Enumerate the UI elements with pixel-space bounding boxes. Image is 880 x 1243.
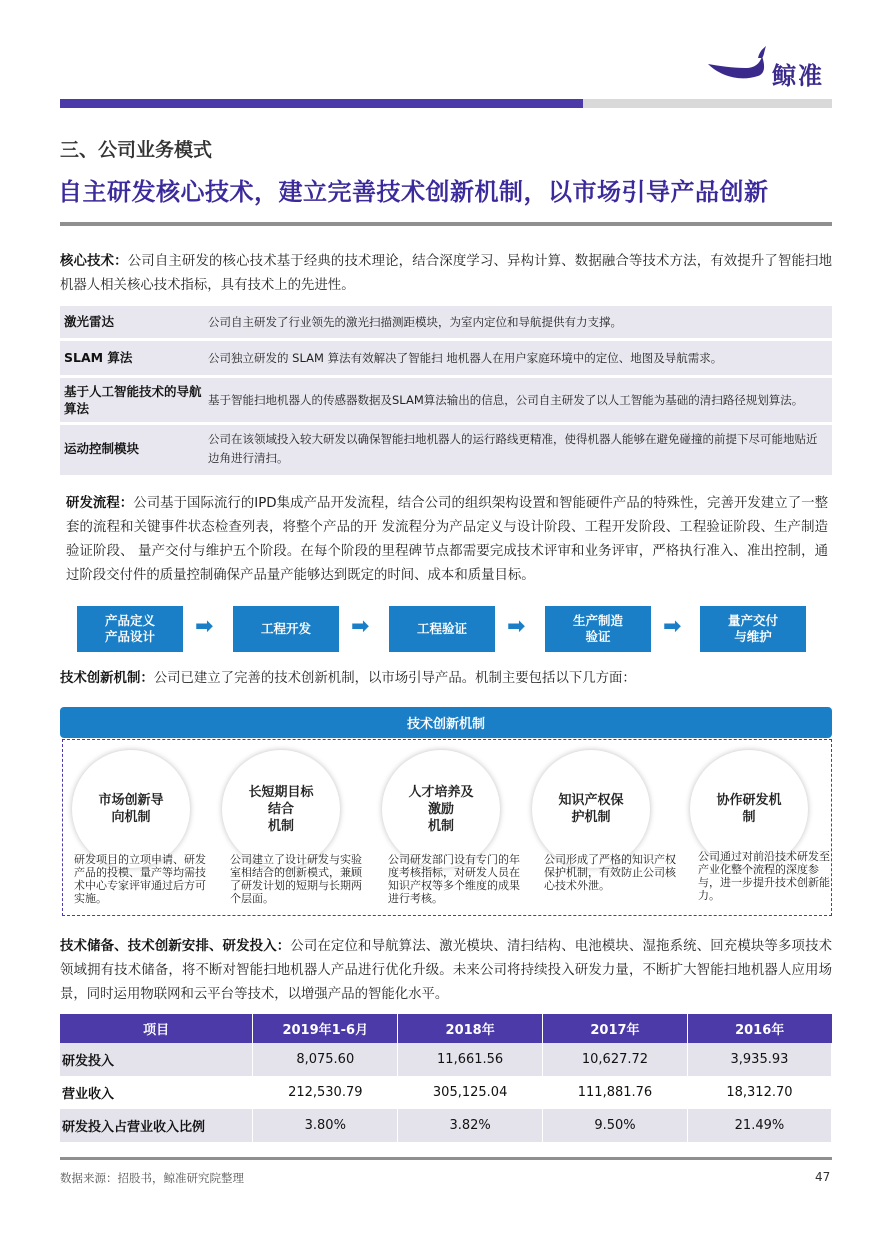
innovation-label: 技术创新机制：	[60, 671, 154, 686]
core-tech-paragraph	[60, 250, 832, 298]
flow-step: 生产制造 验证	[545, 606, 651, 652]
table-cell: 8,075.60	[253, 1043, 398, 1076]
innovation-desc: 公司通过对前沿技术研发至产业化整个流程的深度参与，进一步提升技术创新能力。	[698, 850, 830, 902]
arrow-right-icon: ➡	[663, 614, 682, 639]
innovation-circle: 人才培养及 激励 机制	[382, 750, 500, 868]
table-cell: 11,661.56	[398, 1043, 543, 1076]
innovation-circle: 知识产权保 护机制	[532, 750, 650, 868]
table-cell: 10,627.72	[543, 1043, 688, 1076]
brand-name: 鲸准	[772, 62, 824, 90]
rd-process-label: 研发流程：	[66, 496, 134, 511]
table-cell: 研发投入	[60, 1043, 253, 1076]
innovation-circle: 协作研发机 制	[690, 750, 808, 868]
table-cell: 21.49%	[687, 1109, 831, 1142]
table-row	[60, 1109, 832, 1142]
flow-step: 工程开发	[233, 606, 339, 652]
tech-row-name: SLAM 算法	[64, 350, 133, 365]
table-header-row	[60, 1014, 832, 1043]
core-tech-label: 核心技术：	[60, 254, 128, 269]
rd-investment-table	[60, 1014, 832, 1142]
table-cell: 3,935.93	[687, 1043, 831, 1076]
innovation-desc: 公司研发部门设有专门的年度考核指标，对研发人员在知识产权等多个维度的成果进行考核。	[388, 853, 520, 905]
flow-step: 工程验证	[389, 606, 495, 652]
tech-row	[60, 425, 832, 475]
tech-row	[60, 306, 832, 338]
table-row	[60, 1043, 832, 1076]
table-row	[60, 1076, 832, 1109]
innovation-header: 技术创新机制	[60, 707, 832, 738]
arrow-right-icon: ➡	[507, 614, 526, 639]
reserve-paragraph	[60, 935, 832, 1007]
tech-row-desc: 公司自主研发了行业领先的激光扫描测距模块，为室内定位和导航提供有力支撑。	[208, 315, 622, 329]
arrow-right-icon: ➡	[195, 614, 214, 639]
innovation-desc: 公司建立了设计研发与实验室相结合的创新模式，兼顾了研发计划的短期与长期两个层面。	[230, 853, 362, 905]
innovation-desc: 研发项目的立项申请、研发产品的投模、量产等均需技术中心专家评审通过后方可实施。	[74, 853, 206, 905]
tech-row-desc: 公司在该领域投入较大研发以确保智能扫地机器人的运行路线更精准，使得机器人能够在避免碰撞的前提下尽可能地贴近边角进行清扫。	[208, 432, 818, 465]
innovation-text: 公司已建立了完善的技术创新机制，以市场引导产品。机制主要包括以下几方面：	[153, 671, 636, 686]
table-cell: 营业收入	[60, 1076, 253, 1109]
table-header: 2019年1-6月	[253, 1014, 398, 1043]
table-cell: 18,312.70	[687, 1076, 831, 1109]
footer-source: 数据来源：招股书，鲸准研究院整理	[60, 1171, 244, 1185]
page-number: 47	[815, 1170, 831, 1184]
reserve-text: 公司在定位和导航算法、激光模块、清扫结构、电池模块、湿拖系统、回充模块等多项技术领域拥有技术储备，将不断对智能扫地机器人产品进行优化升级。未来公司将持续投入研发力量，不断扩大智能扫地机器人应用场景，同时运用物联网和云平台等技术，以增强产品的智能化水平。	[60, 939, 833, 1002]
flow-step: 量产交付 与维护	[700, 606, 806, 652]
table-cell: 111,881.76	[543, 1076, 688, 1109]
table-header: 项目	[60, 1014, 253, 1043]
whale-logo-icon	[706, 46, 768, 90]
header-bar-accent	[60, 99, 583, 108]
brand-logo	[706, 46, 846, 92]
tech-row	[60, 341, 832, 375]
reserve-label: 技术储备、技术创新安排、研发投入：	[60, 939, 291, 954]
section-title: 三、公司业务模式	[60, 139, 213, 161]
tech-row-desc: 基于智能扫地机器人的传感器数据及SLAM算法输出的信息，公司自主研发了以人工智能为基础的清扫路径规划算法。	[208, 393, 804, 407]
innovation-circle: 长短期目标 结合 机制	[222, 750, 340, 868]
rd-process-text: 公司基于国际流行的IPD集成产品开发流程，结合公司的组织架构设置和智能硬件产品的特殊性，完善开发建立了一整套的流程和关键事件状态检查列表，将整个产品的开 发流程分为产品定义与设计阶段、工程开发阶段、工程验证阶段、生产制造验证阶段、 量产交付与维护五个阶段。在每个阶段的里程碑节点都需要完成技术评审和业务评审，严格执行准入、准出控制，通过阶段交付件的质量控制确保产品量产能够达到既定的时间、成本和质量目标。	[66, 496, 828, 583]
table-cell: 9.50%	[543, 1109, 688, 1142]
table-header: 2018年	[398, 1014, 543, 1043]
innovation-desc: 公司形成了严格的知识产权保护机制，有效防止公司核心技术外泄。	[544, 853, 676, 892]
table-cell: 212,530.79	[253, 1076, 398, 1109]
table-header: 2016年	[687, 1014, 831, 1043]
page-headline: 自主研发核心技术，建立完善技术创新机制，以市场引导产品创新	[58, 178, 769, 206]
tech-row-name: 激光雷达	[64, 314, 115, 329]
rd-process-paragraph	[66, 492, 828, 588]
tech-row-name: 基于人工智能技术的导航算法	[64, 384, 202, 416]
table-cell: 3.82%	[398, 1109, 543, 1142]
tech-row	[60, 378, 832, 422]
innovation-circle: 市场创新导 向机制	[72, 750, 190, 868]
flow-step: 产品定义 产品设计	[77, 606, 183, 652]
table-cell: 研发投入占营业收入比例	[60, 1109, 253, 1142]
innovation-paragraph	[60, 667, 832, 691]
table-header: 2017年	[543, 1014, 688, 1043]
tech-row-desc: 公司独立研发的 SLAM 算法有效解决了智能扫 地机器人在用户家庭环境中的定位、地图及导航需求。	[208, 351, 723, 365]
footer-divider	[60, 1157, 832, 1160]
table-cell: 305,125.04	[398, 1076, 543, 1109]
tech-row-name: 运动控制模块	[64, 441, 140, 456]
table-cell: 3.80%	[253, 1109, 398, 1142]
core-tech-text: 公司自主研发的核心技术基于经典的技术理论，结合深度学习、异构计算、数据融合等技术方法，有效提升了智能扫地机器人相关核心技术指标，具有技术上的先进性。	[60, 254, 832, 293]
arrow-right-icon: ➡	[351, 614, 370, 639]
headline-divider	[60, 222, 832, 226]
